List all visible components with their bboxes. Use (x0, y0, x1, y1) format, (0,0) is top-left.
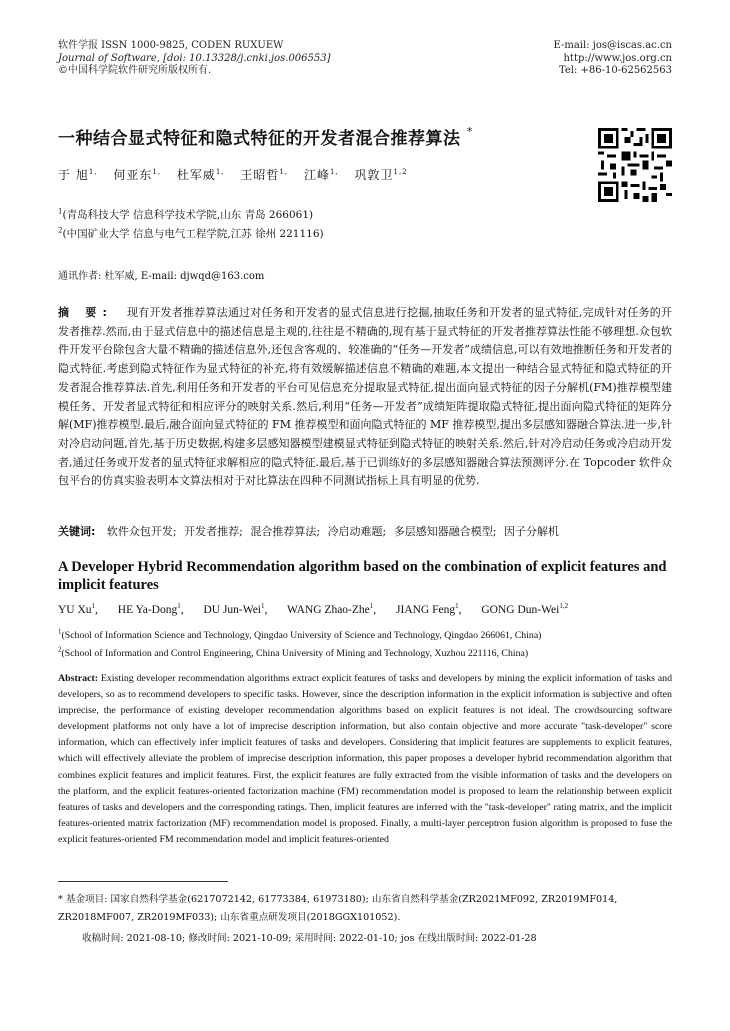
keywords-cn-label: 关键词: (58, 525, 96, 538)
abstract-cn (58, 304, 672, 491)
title-footnote-mark: * (466, 125, 473, 139)
author-cn: 江峰$^{1,}$ (303, 168, 339, 182)
paper-title-cn (58, 124, 473, 149)
keyword-cn: 冷启动难题; (327, 525, 387, 538)
journal-header-right (554, 40, 673, 78)
journal-copyright: ©中国科学院软件研究所版权所有. (58, 65, 212, 76)
qr-code-icon (598, 128, 672, 202)
author-en: HE Ya-Dong$^1$, (117, 602, 184, 616)
footnote-divider (58, 881, 228, 882)
author-cn: 杜军威$^{1,}$ (176, 168, 225, 182)
author-en: YU Xu$^1$, (58, 602, 98, 616)
abstract-cn-text: 现有开发者推荐算法通过对任务和开发者的显式信息进行挖掘,抽取任务和开发者的显式特征,完成针对任务的开发者推荐.然而,由于显式信息中的描述信息是主观的,往往是不精确的,现有基于显式特征的开发者推荐算法性能不够理想.众包软件开发平台除包含大量不精确的描述信息外,还包含客观的、较准确的“任务—开发者”成绩信息,可以有效地推断任务和开发者的隐式特征.考虑到隐式特征作为显式特征的补充,将有效缓解描述信息不精确的难题,本文提出一种结合显式特征和隐式特征的开发者混合推荐算法.首先,利用任务和开发者的平台可见信息充分提取显式特征,提出面向显式特征的因子分解机(FM)推荐模型建模任务、开发者显式特征和相应评分的映射关系.然后,利用“任务—开发者”成绩矩阵提取隐式特征,提出面向隐式特征的矩阵分解(MF)推荐模型.最后,融合面向显式特征的 FM 推荐模型和面向隐式特征的 MF 推荐模型,提出多层感知器融合算法.进一步,针对冷启动问题,首先,基于历史数据,构建多层感知器模型建模显式特征到隐式特征的映射关系.然后,针对冷启动任务或冷启动开发者,通过任务或开发者的显式特征求解相应的隐式特征.最后,基于已训练好的多层感知器融合算法预测评分.在 Topcoder 软件众包平台的仿真实验表明本文算法相对于对比算法在四种不同测试指标上具有明显的优势. (58, 306, 672, 488)
keyword-cn: 软件众包开发; (106, 525, 177, 538)
author-en: JIANG Feng$^1$, (396, 602, 462, 616)
keywords-cn (58, 523, 672, 539)
title-cn-text: 一种结合显式特征和隐式特征的开发者混合推荐算法 (58, 129, 461, 149)
keyword-cn: 多层感知器融合模型; (393, 525, 497, 538)
author-en: WANG Zhao-Zhe$^1$, (287, 602, 377, 616)
author-cn: 于 旭$^{1,}$ (58, 168, 98, 182)
journal-doi: Journal of Software, [doi: 10.13328/j.cnki.jos.006553] (58, 52, 331, 64)
abstract-cn-label: 摘 要: (58, 306, 113, 319)
paper-title-en: A Developer Hybrid Recommendation algorithm based on the combination of explicit features and implicit features (58, 559, 667, 593)
authors-en (58, 604, 585, 616)
journal-website: http://www.jos.org.cn (563, 52, 672, 64)
author-cn: 巩敦卫$^{1,2}$ (354, 168, 408, 182)
keyword-cn: 开发者推荐; (184, 525, 243, 538)
author-en: DU Jun-Wei$^1$, (203, 602, 268, 616)
journal-issn: 软件学报 ISSN 1000-9825, CODEN RUXUEW (58, 40, 284, 51)
submission-dates: 收稿时间: 2021-08-10; 修改时间: 2021-10-09; 采用时间: 2022-01-10; jos 在线出版时间: 2022-01-28 (82, 933, 537, 944)
abstract-en-text: Existing developer recommendation algorithms extract explicit features of tasks and developers by mining the explicit information of tasks and developers, so as to recommend developers to specific tasks. However, since the description information in the explicit information is subjective and often imprecise, the performance of existing developer recommendation algorithms based on explicit features is not ideal. The crowdsourcing software development platforms not only have a lot of imprecise description information, but also contain objective and more accurate "task-developer" score information, which can effectively infer implicit features of tasks and developers. Considering that implicit features are supplements to explicit features, which will effectively alleviate the problem of imprecise description information, this paper proposes a developer hybrid recommendation algorithm that combines explicit features and implicit features. First, the explicit features are fully extracted from the visible information of tasks and the developers on the platform, and the explicit features-oriented factorization machine (FM) recommendation model is proposed to learn the relationship between explicit features of tasks and developers and the corresponding ratings. Then, implicit features are inferred with the "task-developer" rating matrix, and the implicit features-oriented matrix factorization (MF) recommendation model is proposed. Finally, a multi-layer perceptron fusion algorithm is proposed to fuse the explicit features-oriented FM recommendation model and implicit features-oriented (58, 673, 673, 845)
affiliation-en: $^2$(School of Information and Control Engineering, China University of Mining and Technology, Xuzhou 221116, China) (58, 645, 529, 659)
journal-email: E-mail: jos@iscas.ac.cn (553, 40, 672, 51)
author-cn: 何亚东$^{1,}$ (113, 168, 162, 182)
affiliation-cn: $^2$(中国矿业大学 信息与电气工程学院,江苏 徐州 221116) (58, 226, 324, 240)
funding-line: * 基金项目: 国家自然科学基金(6217072142, 61773384, 61973180); 山东省自然科学基金(ZR2021MF092, ZR2019MF014, (58, 894, 618, 905)
abstract-en (58, 671, 672, 848)
authors-cn (58, 166, 419, 183)
author-cn: 王昭哲$^{1,}$ (240, 168, 289, 182)
journal-header-left (58, 40, 331, 78)
funding-line: ZR2018MF007, ZR2019MF033); 山东省重点研发项目(2018GGX101052). (58, 911, 401, 923)
corresponding-author: 通讯作者: 杜军威, E-mail: djwqd@163.com (58, 271, 265, 282)
keyword-cn: 混合推荐算法; (250, 525, 321, 538)
journal-phone: Tel: +86-10-62562563 (558, 65, 672, 76)
author-en: GONG Dun-Wei$^{1,2}$ (481, 602, 569, 616)
affiliation-cn: $^1$(青岛科技大学 信息科学技术学院,山东 青岛 266061) (58, 207, 314, 221)
affiliation-en: $^1$(School of Information Science and Technology, Qingdao University of Science and Technology, Qingdao 266061, China) (58, 627, 542, 641)
abstract-en-label: Abstract: (58, 673, 99, 684)
funding-footnote (58, 891, 672, 926)
keyword-cn: 因子分解机 (504, 525, 559, 538)
